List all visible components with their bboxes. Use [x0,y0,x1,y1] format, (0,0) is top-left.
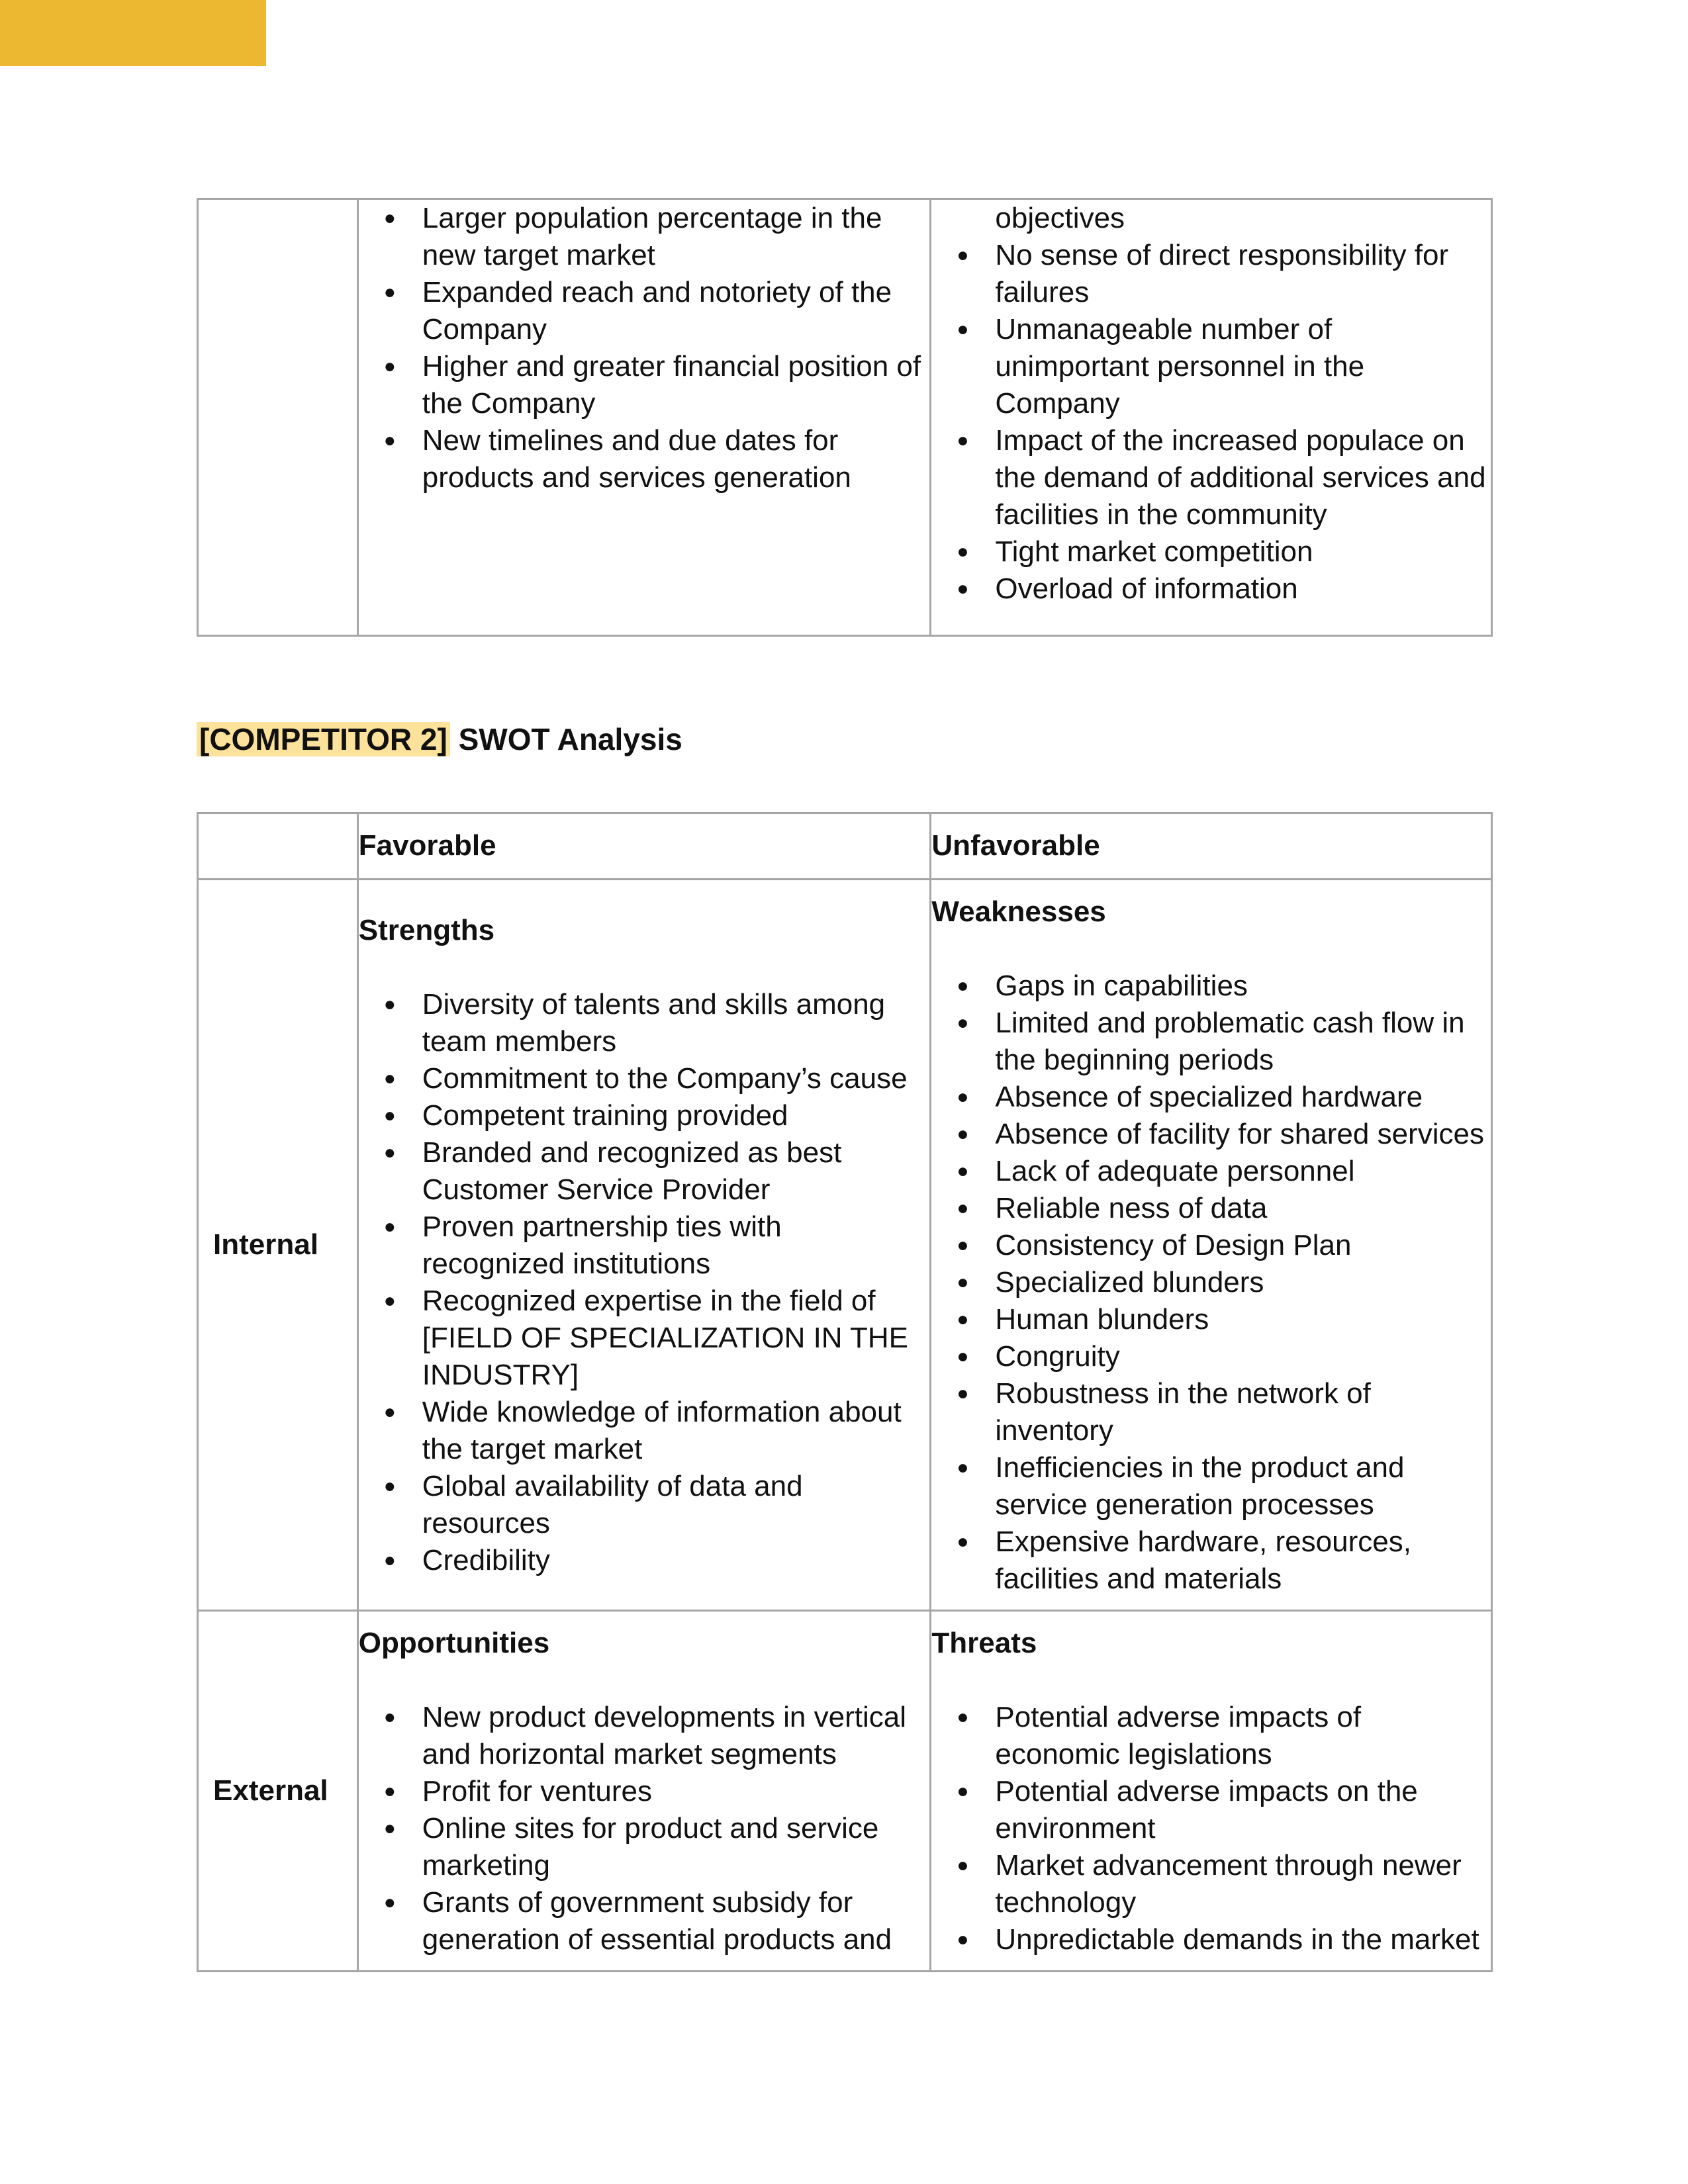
unfavorable-header [931,813,1492,880]
opportunities-list [359,1699,930,1958]
favorable-header [357,813,931,880]
continued-middle-cell [357,199,931,636]
strengths-cell [357,880,931,1611]
list-item: ● New product developments in vertical and horizontal market segments [359,1699,930,1773]
list-item: ● Grants of government subsidy for generation of essential products and [359,1884,930,1958]
list-item: ● New timelines and due dates for products and services generation [359,422,930,496]
external-row [198,1611,1492,1972]
list-item: ● Reliable ness of data [931,1190,1491,1227]
competitor-placeholder-tag: [COMPETITOR 2] [197,722,450,756]
continued-text: objectives [995,202,1125,234]
list-item: ● Gaps in capabilities [931,968,1491,1005]
list-item: ● Unmanageable number of unimportant personnel in the Company [931,311,1491,422]
strengths-list [359,986,930,1579]
section-heading [197,720,682,758]
list-item: ● No sense of direct responsibility for failures [931,237,1491,311]
empty-label-cell [198,199,358,636]
list-item: ● Congruity [931,1338,1491,1375]
list-item: ● Market advancement through newer technology [931,1847,1491,1921]
opportunities-cell [357,1611,931,1972]
list-item: ● Diversity of talents and skills among team members [359,986,930,1060]
weaknesses-cell [931,880,1492,1611]
column-header: Favorable [358,829,496,862]
weaknesses-list [931,968,1491,1598]
row-label-internal: Internal [198,880,358,1611]
list-item: ● Proven partnership ties with recognized institutions [359,1208,930,1283]
list-item: ● Recognized expertise in the field of [FIELD OF SPECIALIZATION IN THE INDUSTRY] [359,1283,930,1394]
list-item: ● Absence of specialized hardware [931,1079,1491,1116]
list-item: ● Wide knowledge of information about the target market [359,1394,930,1468]
list-item: ● Overload of information [931,570,1491,608]
opportunities-title: Opportunities [358,1627,550,1659]
threats-cell [931,1611,1492,1972]
threats-title: Threats [931,1627,1037,1659]
list-item: ● Potential adverse impacts of economic legislations [931,1699,1491,1773]
strengths-title: Strengths [358,914,495,946]
list-item: ● Impact of the increased populace on the demand of additional services and facilities in the community [931,422,1491,533]
column-header: Unfavorable [931,829,1100,862]
list-item: ● Potential adverse impacts on the environment [931,1773,1491,1847]
list-item: ● Credibility [359,1542,930,1579]
list-item: ● Global availability of data and resources [359,1468,930,1542]
weaknesses-title: Weaknesses [931,895,1106,928]
list-item: ● Expensive hardware, resources, facilities and materials [931,1524,1491,1598]
continued-right-cell [931,199,1492,636]
list-item: ● Larger population percentage in the new target market [359,200,930,274]
list-item: ● Competent training provided [359,1097,930,1134]
list-item: ● Robustness in the network of inventory [931,1375,1491,1449]
list-item: ● Unpredictable demands in the market [931,1921,1491,1958]
row-label-external: External [198,1611,358,1972]
list-item: ● Human blunders [931,1301,1491,1338]
continued-swot-table [197,198,1493,637]
list-item: ● Higher and greater financial position of the Company [359,348,930,422]
list-item: ● Consistency of Design Plan [931,1227,1491,1264]
bullet-list [931,237,1491,608]
list-item: ● Inefficiencies in the product and service generation processes [931,1449,1491,1524]
list-item: ● Tight market competition [931,533,1491,570]
heading-text: SWOT Analysis [449,722,682,756]
list-item: ● Commitment to the Company’s cause [359,1060,930,1097]
bullet-list [359,200,930,496]
list-item: ● Absence of facility for shared services [931,1116,1491,1153]
header-accent-bar [0,0,266,66]
swot-table [197,812,1493,1972]
list-item: ● Limited and problematic cash flow in the beginning periods [931,1005,1491,1079]
list-item: ● Lack of adequate personnel [931,1153,1491,1190]
list-item: ● Branded and recognized as best Customer Service Provider [359,1134,930,1208]
list-item: ● Online sites for product and service marketing [359,1810,930,1884]
threats-list [931,1699,1491,1958]
list-item: ● Specialized blunders [931,1264,1491,1301]
table-header-row [198,813,1492,880]
table-row [198,199,1492,636]
empty-corner-cell [198,813,358,880]
internal-row [198,880,1492,1611]
list-item: ● Profit for ventures [359,1773,930,1810]
list-item: ● Expanded reach and notoriety of the Company [359,274,930,348]
